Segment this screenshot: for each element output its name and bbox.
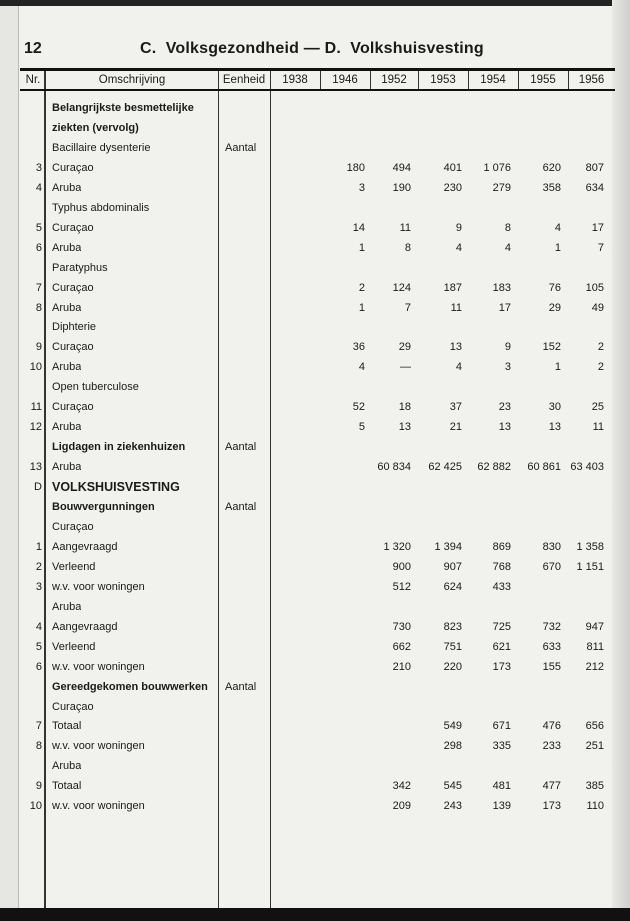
row-label: Ligdagen in ziekenhuizen [52, 441, 186, 454]
cell-1952: 7 [404, 301, 411, 314]
row-label: Curaçao [52, 700, 94, 713]
table-row [20, 258, 615, 278]
cell-1952: 11 [399, 221, 411, 234]
cell-1953: 230 [443, 181, 462, 194]
cell-1954: 335 [492, 740, 511, 753]
row-label: Diphterie [52, 321, 97, 334]
cell-1954: 173 [492, 660, 511, 673]
row-label: ziekten (vervolg) [52, 121, 139, 134]
header-1952: 1952 [381, 74, 407, 86]
row-label: Verleend [52, 560, 96, 573]
row-number: 4 [35, 181, 42, 194]
cell-1953: 220 [443, 660, 462, 673]
cell-1952: 13 [398, 421, 411, 434]
row-number: 3 [35, 580, 42, 593]
cell-1954: 3 [504, 361, 511, 374]
table-row [20, 457, 615, 477]
table-row [20, 417, 615, 437]
cell-1954: 62 882 [477, 461, 511, 474]
cell-1953: 4 [455, 361, 462, 374]
table-row [20, 537, 615, 557]
table-row [20, 577, 615, 597]
cell-1956: 807 [585, 161, 604, 174]
table-row [20, 437, 615, 457]
row-label: Aruba [52, 181, 82, 194]
row-label: Curaçao [52, 221, 94, 234]
cell-1955: 670 [542, 560, 561, 573]
row-label: w.v. voor woningen [52, 740, 145, 753]
header-divider [468, 71, 469, 89]
table-row [20, 278, 615, 298]
row-label: Curaçao [52, 161, 94, 174]
cell-1953: 907 [443, 560, 462, 573]
cell-1956: 7 [597, 241, 604, 254]
page-binding-edge [0, 0, 19, 921]
cell-1953: 1 394 [434, 540, 462, 553]
cell-1954: 17 [498, 301, 511, 314]
header-divider [218, 71, 219, 89]
cell-1953: 298 [443, 740, 462, 753]
row-label: Belangrijkste besmettelijke [52, 102, 194, 114]
cell-1953: 13 [449, 341, 462, 354]
table-row [20, 796, 615, 816]
cell-1956: 63 403 [570, 461, 604, 474]
cell-1956: 2 [597, 341, 604, 354]
cell-1955: 76 [548, 281, 561, 294]
cell-1952: 730 [392, 620, 411, 633]
cell-1954: 671 [492, 720, 511, 733]
cell-1955: 173 [542, 800, 561, 813]
cell-1952: 342 [392, 780, 411, 793]
cell-1955: 152 [542, 341, 561, 354]
row-number: 9 [35, 341, 42, 354]
row-label: VOLKSHUISVESTING [52, 480, 180, 495]
row-label: Aruba [52, 421, 82, 434]
row-number: 10 [29, 800, 42, 813]
cell-1953: 37 [449, 401, 462, 414]
cell-1946: 1 [358, 301, 365, 314]
table-row [20, 138, 615, 158]
table-row [20, 557, 615, 577]
cell-1954: 183 [492, 281, 511, 294]
row-label: Open tuberculose [52, 381, 139, 394]
cell-1954: 8 [504, 221, 511, 234]
row-label: Aruba [52, 600, 82, 613]
row-number: 13 [29, 461, 42, 474]
row-label: Totaal [52, 720, 82, 733]
cell-1952: 8 [404, 241, 411, 254]
cell-1953: 545 [443, 780, 462, 793]
cell-1953: 243 [443, 800, 462, 813]
row-number: 8 [35, 301, 42, 314]
cell-1954: 1 076 [483, 161, 511, 174]
cell-1956: 1 151 [576, 560, 604, 573]
row-label: Verleend [52, 640, 96, 653]
table-row [20, 736, 615, 756]
row-label: Bacillaire dysenterie [52, 141, 151, 154]
row-number: 12 [29, 421, 42, 434]
header-divider [518, 71, 519, 89]
header-bottom-rule [20, 89, 615, 91]
cell-1956: 25 [591, 401, 604, 414]
cell-1952: 190 [392, 181, 411, 194]
cell-1953: 549 [443, 720, 462, 733]
cell-1946: 5 [358, 421, 365, 434]
row-number: 9 [35, 780, 42, 793]
row-unit: Aantal [225, 441, 257, 454]
row-label: Totaal [52, 780, 82, 793]
row-number: 7 [35, 281, 42, 294]
header-omschrijving: Omschrijving [98, 74, 166, 86]
cell-1952: 124 [392, 281, 411, 294]
row-label: Curaçao [52, 281, 94, 294]
table-row [20, 397, 615, 417]
cell-1953: 624 [443, 580, 462, 593]
cell-1953: 751 [443, 640, 462, 653]
row-label: Curaçao [52, 401, 94, 414]
cell-1956: 385 [585, 780, 604, 793]
cell-1955: 29 [548, 301, 561, 314]
cell-1956: 212 [585, 660, 604, 673]
cell-1956: 11 [592, 421, 604, 434]
table-row [20, 776, 615, 796]
cell-1953: 9 [455, 221, 462, 234]
cell-1954: 9 [504, 341, 511, 354]
cell-1952: 900 [392, 560, 411, 573]
header-eenheid: Eenheid [222, 74, 266, 86]
cell-1946: 2 [358, 281, 365, 294]
row-label: Aruba [52, 461, 82, 474]
table-row [20, 317, 615, 337]
header-1955: 1955 [530, 74, 556, 86]
cell-1953: 21 [449, 421, 462, 434]
table-row [20, 158, 615, 178]
row-number: D [34, 481, 42, 494]
table-row [20, 756, 615, 776]
cell-1954: 725 [492, 620, 511, 633]
row-label: Paratyphus [52, 261, 108, 274]
cell-1956: 947 [585, 620, 604, 633]
cell-1955: 633 [542, 640, 561, 653]
cell-1955: 358 [542, 181, 561, 194]
header-1938: 1938 [282, 74, 308, 86]
header-divider [270, 71, 271, 89]
table-row [20, 218, 615, 238]
header-divider [568, 71, 569, 89]
cell-1953: 11 [450, 301, 462, 314]
cell-1956: 251 [585, 740, 604, 753]
row-label: Aruba [52, 241, 82, 254]
cell-1954: 23 [498, 401, 511, 414]
header-top-rule [20, 68, 615, 71]
cell-1954: 621 [492, 640, 511, 653]
cell-1955: 1 [554, 361, 561, 374]
cell-1956: 656 [585, 720, 604, 733]
row-label: Bouwvergunningen [52, 501, 155, 513]
row-number: 6 [35, 241, 42, 254]
row-label: Gereedgekomen bouwwerken [52, 680, 208, 693]
cell-1956: 49 [591, 301, 604, 314]
header-divider [320, 71, 321, 89]
cell-1953: 187 [443, 281, 462, 294]
row-number: 1 [35, 540, 42, 553]
row-number: 3 [35, 161, 42, 174]
cell-1954: 139 [492, 800, 511, 813]
cell-1956: 105 [585, 281, 604, 294]
cell-1952: 209 [392, 800, 411, 813]
table-row [20, 677, 615, 697]
cell-1952: 1 320 [383, 540, 411, 553]
row-number: 5 [35, 640, 42, 653]
cell-1946: 4 [358, 361, 365, 374]
table-row [20, 357, 615, 377]
scan-top-border [0, 0, 630, 6]
header-divider [418, 71, 419, 89]
row-number: 5 [35, 221, 42, 234]
cell-1955: 60 861 [527, 461, 561, 474]
cell-1954: 869 [492, 540, 511, 553]
cell-1954: 4 [504, 241, 511, 254]
table-row [20, 617, 615, 637]
table-row [20, 637, 615, 657]
header-1946: 1946 [332, 74, 358, 86]
cell-1952: — [400, 361, 411, 374]
cell-1955: 620 [542, 161, 561, 174]
cell-1953: 823 [443, 620, 462, 633]
table-row [20, 657, 615, 677]
cell-1956: 811 [586, 640, 604, 653]
table-row [20, 298, 615, 318]
cell-1952: 512 [392, 580, 411, 593]
header-divider [370, 71, 371, 89]
row-label: Aruba [52, 760, 82, 773]
row-label: Typhus abdominalis [52, 201, 150, 214]
table-row [20, 517, 615, 537]
cell-1956: 17 [591, 221, 604, 234]
row-number: 8 [35, 740, 42, 753]
cell-1946: 14 [352, 221, 365, 234]
header-divider [44, 71, 46, 89]
row-label: Aruba [52, 361, 82, 374]
cell-1953: 62 425 [428, 461, 462, 474]
table-row [20, 118, 615, 138]
cell-1956: 1 358 [576, 540, 604, 553]
scan-bottom-border [0, 908, 630, 921]
cell-1954: 13 [498, 421, 511, 434]
cell-1952: 494 [392, 161, 411, 174]
cell-1955: 476 [542, 720, 561, 733]
cell-1954: 433 [492, 580, 511, 593]
cell-1952: 210 [392, 660, 411, 673]
header-1954: 1954 [480, 74, 506, 86]
cell-1955: 30 [548, 401, 561, 414]
row-number: 10 [29, 361, 42, 374]
table-row [20, 477, 615, 497]
row-number: 4 [35, 620, 42, 633]
header-1953: 1953 [430, 74, 456, 86]
row-label: Aruba [52, 301, 82, 314]
cell-1955: 4 [554, 221, 561, 234]
cell-1952: 662 [392, 640, 411, 653]
cell-1954: 279 [492, 181, 511, 194]
table-row [20, 597, 615, 617]
row-label: Curaçao [52, 520, 94, 533]
cell-1953: 401 [443, 161, 462, 174]
cell-1956: 634 [585, 181, 604, 194]
row-label: Aangevraagd [52, 540, 118, 553]
cell-1946: 1 [358, 241, 365, 254]
row-unit: Aantal [225, 141, 257, 154]
cell-1955: 830 [542, 540, 561, 553]
table-row [20, 238, 615, 258]
cell-1955: 233 [542, 740, 561, 753]
table-row [20, 178, 615, 198]
row-label: w.v. voor woningen [52, 800, 145, 813]
cell-1955: 13 [548, 421, 561, 434]
page-title: C. Volksgezondheid — D. Volkshuisvesting [140, 40, 484, 57]
row-unit: Aantal [225, 501, 257, 513]
cell-1946: 36 [352, 341, 365, 354]
cell-1952: 18 [398, 401, 411, 414]
row-label: w.v. voor woningen [52, 660, 145, 673]
cell-1955: 477 [542, 780, 561, 793]
cell-1955: 155 [542, 660, 561, 673]
cell-1946: 180 [346, 161, 365, 174]
cell-1955: 732 [542, 620, 561, 633]
row-number: 2 [35, 560, 42, 573]
cell-1955: 1 [554, 241, 561, 254]
table-row [20, 98, 615, 118]
table-row [20, 716, 615, 736]
cell-1952: 60 834 [377, 461, 411, 474]
cell-1956: 110 [586, 800, 604, 813]
cell-1954: 768 [492, 560, 511, 573]
cell-1954: 481 [492, 780, 511, 793]
cell-1952: 29 [398, 341, 411, 354]
header-nr: Nr. [25, 74, 41, 86]
table-row [20, 337, 615, 357]
cell-1946: 3 [358, 181, 365, 194]
table-row [20, 497, 615, 517]
row-label: w.v. voor woningen [52, 580, 145, 593]
header-1956: 1956 [578, 74, 605, 86]
cell-1956: 2 [597, 361, 604, 374]
table-row [20, 377, 615, 397]
row-number: 7 [35, 720, 42, 733]
row-label: Curaçao [52, 341, 94, 354]
row-unit: Aantal [225, 680, 257, 693]
row-number: 6 [35, 660, 42, 673]
table-row [20, 697, 615, 717]
table-row [20, 198, 615, 218]
cell-1946: 52 [352, 401, 365, 414]
cell-1953: 4 [455, 241, 462, 254]
page-number: 12 [24, 40, 42, 57]
row-label: Aangevraagd [52, 620, 118, 633]
row-number: 11 [30, 401, 42, 414]
